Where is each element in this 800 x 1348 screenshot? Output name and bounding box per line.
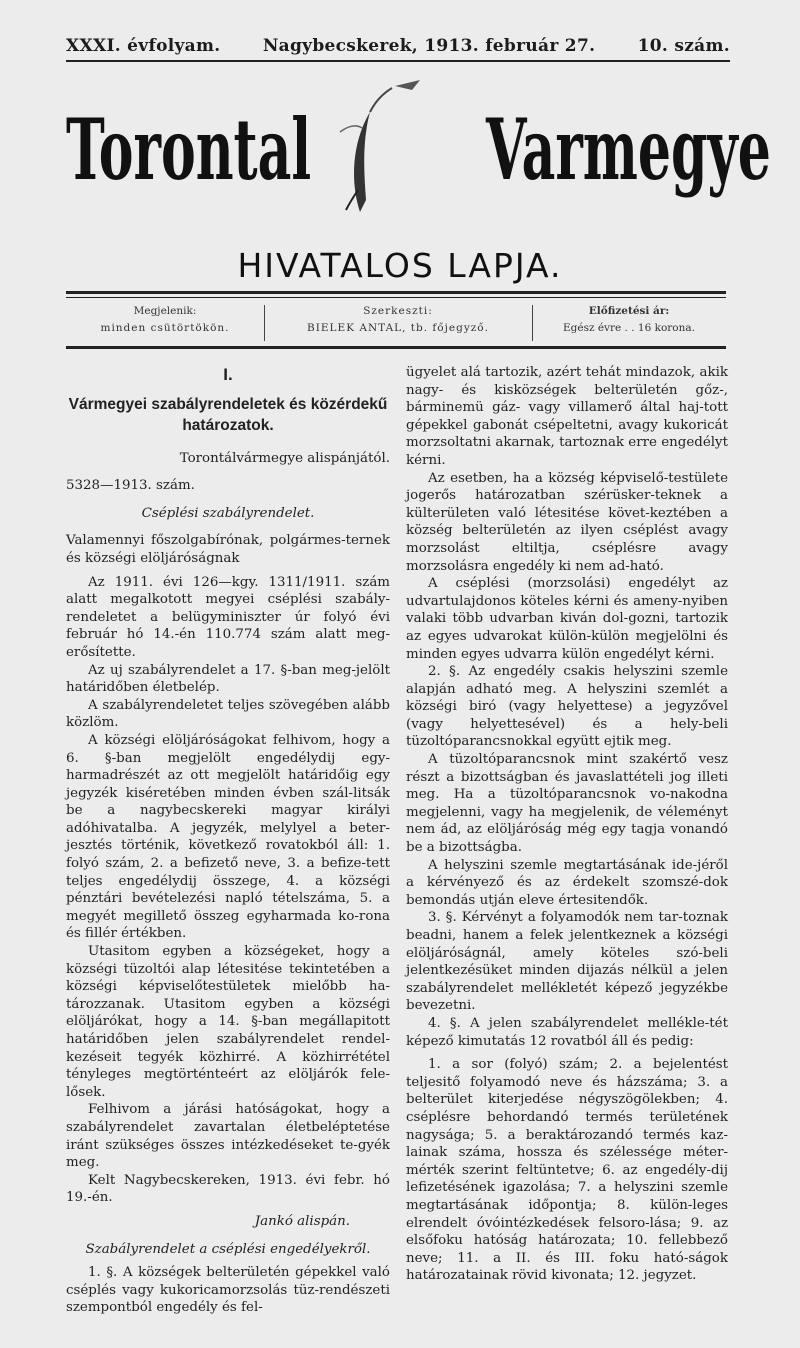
- rule-thin: [66, 297, 726, 298]
- paragraph: 1. a sor (folyó) szám; 2. a bejelentést teljesitő folyamodó neve és házszáma; 3. a belterület kiterjedése négyszögölekben; 4. cséplésre behordandó termés területének nagysága; 5. a beraktározandó termés kaz-lainak száma, hossza és szélessége méter-mérték szerint feltüntetve; 6. az engedély-dij lefizetésének igazolása; 7. a helyszini szemle megtartásának időpontja; 8. külön-leges elrendelt óvóintézkedések felsoro-lása; 9. az elsőfoku hatóság határozata; 10. fellebbező neve; 11. a II. és III. foku ható-ságok határozatainak rövid kivonata; 12. jegyzet.: [406, 1057, 728, 1284]
- paragraph: Az 1911. évi 126—kgy. 1311/1911. szám alatt megalkotott megyei cséplési szabály-rendeletet a belügyminiszter úr folyó évi február hó 14.-én 110.774 szám alatt meg-erősítette.: [66, 574, 390, 660]
- place-date: Nagybecskerek, 1913. február 27.: [262, 36, 596, 56]
- info-editor: [264, 303, 532, 341]
- ref-number: 5328—1913. szám.: [66, 478, 195, 494]
- quill-emblem-icon: [300, 72, 460, 222]
- masthead-left: Torontal: [66, 100, 312, 199]
- subheading: Szabályrendelet a cséplési engedélyekről.: [85, 1241, 371, 1257]
- paragraph: 3. §. Kérvényt a folyamodók nem tar-toznak beadni, hanem a felek jelentkeznek a községi elöljáróságnál, amely köteles szó-beli jelentkezésüket minden dijazás nélkül a jelen szabályrendelet mellékletét képező jegyzékbe bevezetni.: [406, 910, 728, 1014]
- paragraph: 2. §. Az engedély csakis helyszini szemle alapján adható meg. A helyszini szemlét a községi biró (vagy helyettese) a jegyzővel (vagy helyettesével) és a hely-beli tüzoltóparancsnokkal együtt ejtik meg.: [406, 664, 728, 750]
- paragraph: Az esetben, ha a község képviselő-testülete jogerős határozatban szérüsker-teknek a külterületen való létesitése követ-keztében a község belterületén az ilyen cséplést avagy morzsolást eltiltja, cséplésre avagy morzsolásra engedély ki nem ad-ható.: [406, 470, 728, 574]
- article-subject: Cséplési szabályrendelet.: [141, 505, 315, 521]
- paragraph: A helyszini szemle megtartásának ide-jéről a kérvényező és az érdekelt szomszé-dok bemondás utján eleve értesitendők.: [406, 857, 728, 908]
- info-appears: [66, 303, 264, 341]
- article-title: Vármegyei szabályrendeletek és közérdekű határozatok.: [68, 395, 388, 434]
- paragraph: A tüzoltóparancsnok mint szakértő vesz részt a bizottságban és javaslattételi jog illeti meg. Ha a tüzoltóparancsnok vo-nakodna megjelenni, vagy ha megjelenik, de véleményt nem ád, az elöljáróság még egy tagja vonandó be a bizottságba.: [406, 752, 728, 856]
- rule-thick: [66, 291, 726, 294]
- issue-number: 10. szám.: [637, 36, 730, 56]
- editor-value: BIELEK ANTAL, tb. főjegyző.: [307, 322, 489, 334]
- right-column: [406, 364, 728, 1285]
- subscription-value: Egész évre . . 16 korona.: [562, 322, 695, 334]
- paragraph: A szabályrendeletet teljes szövegében alább közlöm.: [66, 697, 390, 731]
- volume-label: XXXI. évfolyam.: [66, 36, 221, 56]
- paragraph: A községi elöljáróságokat felhivom, hogy a 6. §-ban megjelölt engedélydij egy-harmadrészét az ott megjelölt határidőig egy jegyzék kiséretében minden évben szál-litsák be a nagybecskereki magyar királyi adóhivatalba. A jegyzék, melylyel a beter-jesztés történik, következő rovatokból áll: 1. folyó szám, 2. a befizető neve, 3. a befize-tett teljes engedélydij összege, 4. a községi pénztári bevételezési napló tételszáma, 5. a megyét megillető összeg egyharmada ko-rona és fillér értékben.: [66, 732, 390, 942]
- section-number: I.: [223, 365, 233, 384]
- info-bar: [66, 303, 726, 343]
- info-subscription: [532, 303, 726, 341]
- paragraph: Utasitom egyben a községeket, hogy a községi tüzoltói alap létesitése tekintetében a községi képviselőtestületek mielőbb ha-tározzanak. Utasitom egyben a községi elöljárókat, hogy a 14. §-ban megállapitott határidőben jelen szabályrendelet rendel-kezéseit tegyék közhirré. A közhirrététel tényleges megtörténteért az elöljárók fele-lősek.: [66, 944, 390, 1100]
- editor-label: Szerkeszti:: [363, 305, 433, 317]
- paragraph: 4. §. A jelen szabályrendelet mellékle-tét képező kimutatás 12 rovatból áll és pedig:: [406, 1015, 728, 1049]
- appears-label: Megjelenik:: [133, 305, 197, 317]
- paragraph: A cséplési (morzsolási) engedélyt az udvartulajdonos köteles kérni és ameny-nyiben valaki több udvarban kiván dol-gozni, tartozik az egyes udvarokat külön-külön megjelölni és minden egyes udvarra külön engedélyt kérni.: [406, 576, 728, 662]
- appears-value: minden csütörtökön.: [100, 322, 230, 334]
- issue-line: [66, 36, 730, 56]
- paragraph: ügyelet alá tartozik, azért tehát mindazok, akik nagy- és kisközségek belterületén gőz-, bárminemü gáz- vagy villamerő által haj-tott gépekkel gabonát csépeltetni, avagy kukoricát morzsoltatni akarnak, tartoznak erre engedélyt kérni.: [406, 365, 728, 468]
- masthead-subtitle: HIVATALOS LAPJA.: [237, 246, 563, 285]
- masthead-right: Varmegye: [486, 100, 771, 199]
- top-rule: [66, 60, 730, 62]
- paragraph: Az uj szabályrendelet a 17. §-ban meg-jelölt határidőben életbelép.: [66, 662, 390, 696]
- left-column: [66, 366, 390, 1317]
- paragraph: 1. §. A községek belterületén gépekkel való cséplés vagy kukoricamorzsolás tüz-rendészeti szempontból engedély és fel-: [66, 1265, 390, 1316]
- signature: Jankó alispán.: [254, 1213, 350, 1229]
- article-source: Torontálvármegye alispánjától.: [179, 450, 390, 466]
- paragraph: Valamennyi főszolgabírónak, polgármes-ternek és községi elöljáróságnak: [66, 533, 390, 566]
- paragraph: Kelt Nagybecskereken, 1913. évi febr. hó 19.-én.: [66, 1172, 390, 1206]
- paragraph: Felhivom a járási hatóságokat, hogy a szabályrendelet zavartalan életbeléptetése iránt szükséges összes intézkedéseket te-gyék meg.: [66, 1102, 390, 1171]
- rule-bottom: [66, 346, 726, 349]
- subscription-label: Előfizetési ár:: [588, 305, 670, 317]
